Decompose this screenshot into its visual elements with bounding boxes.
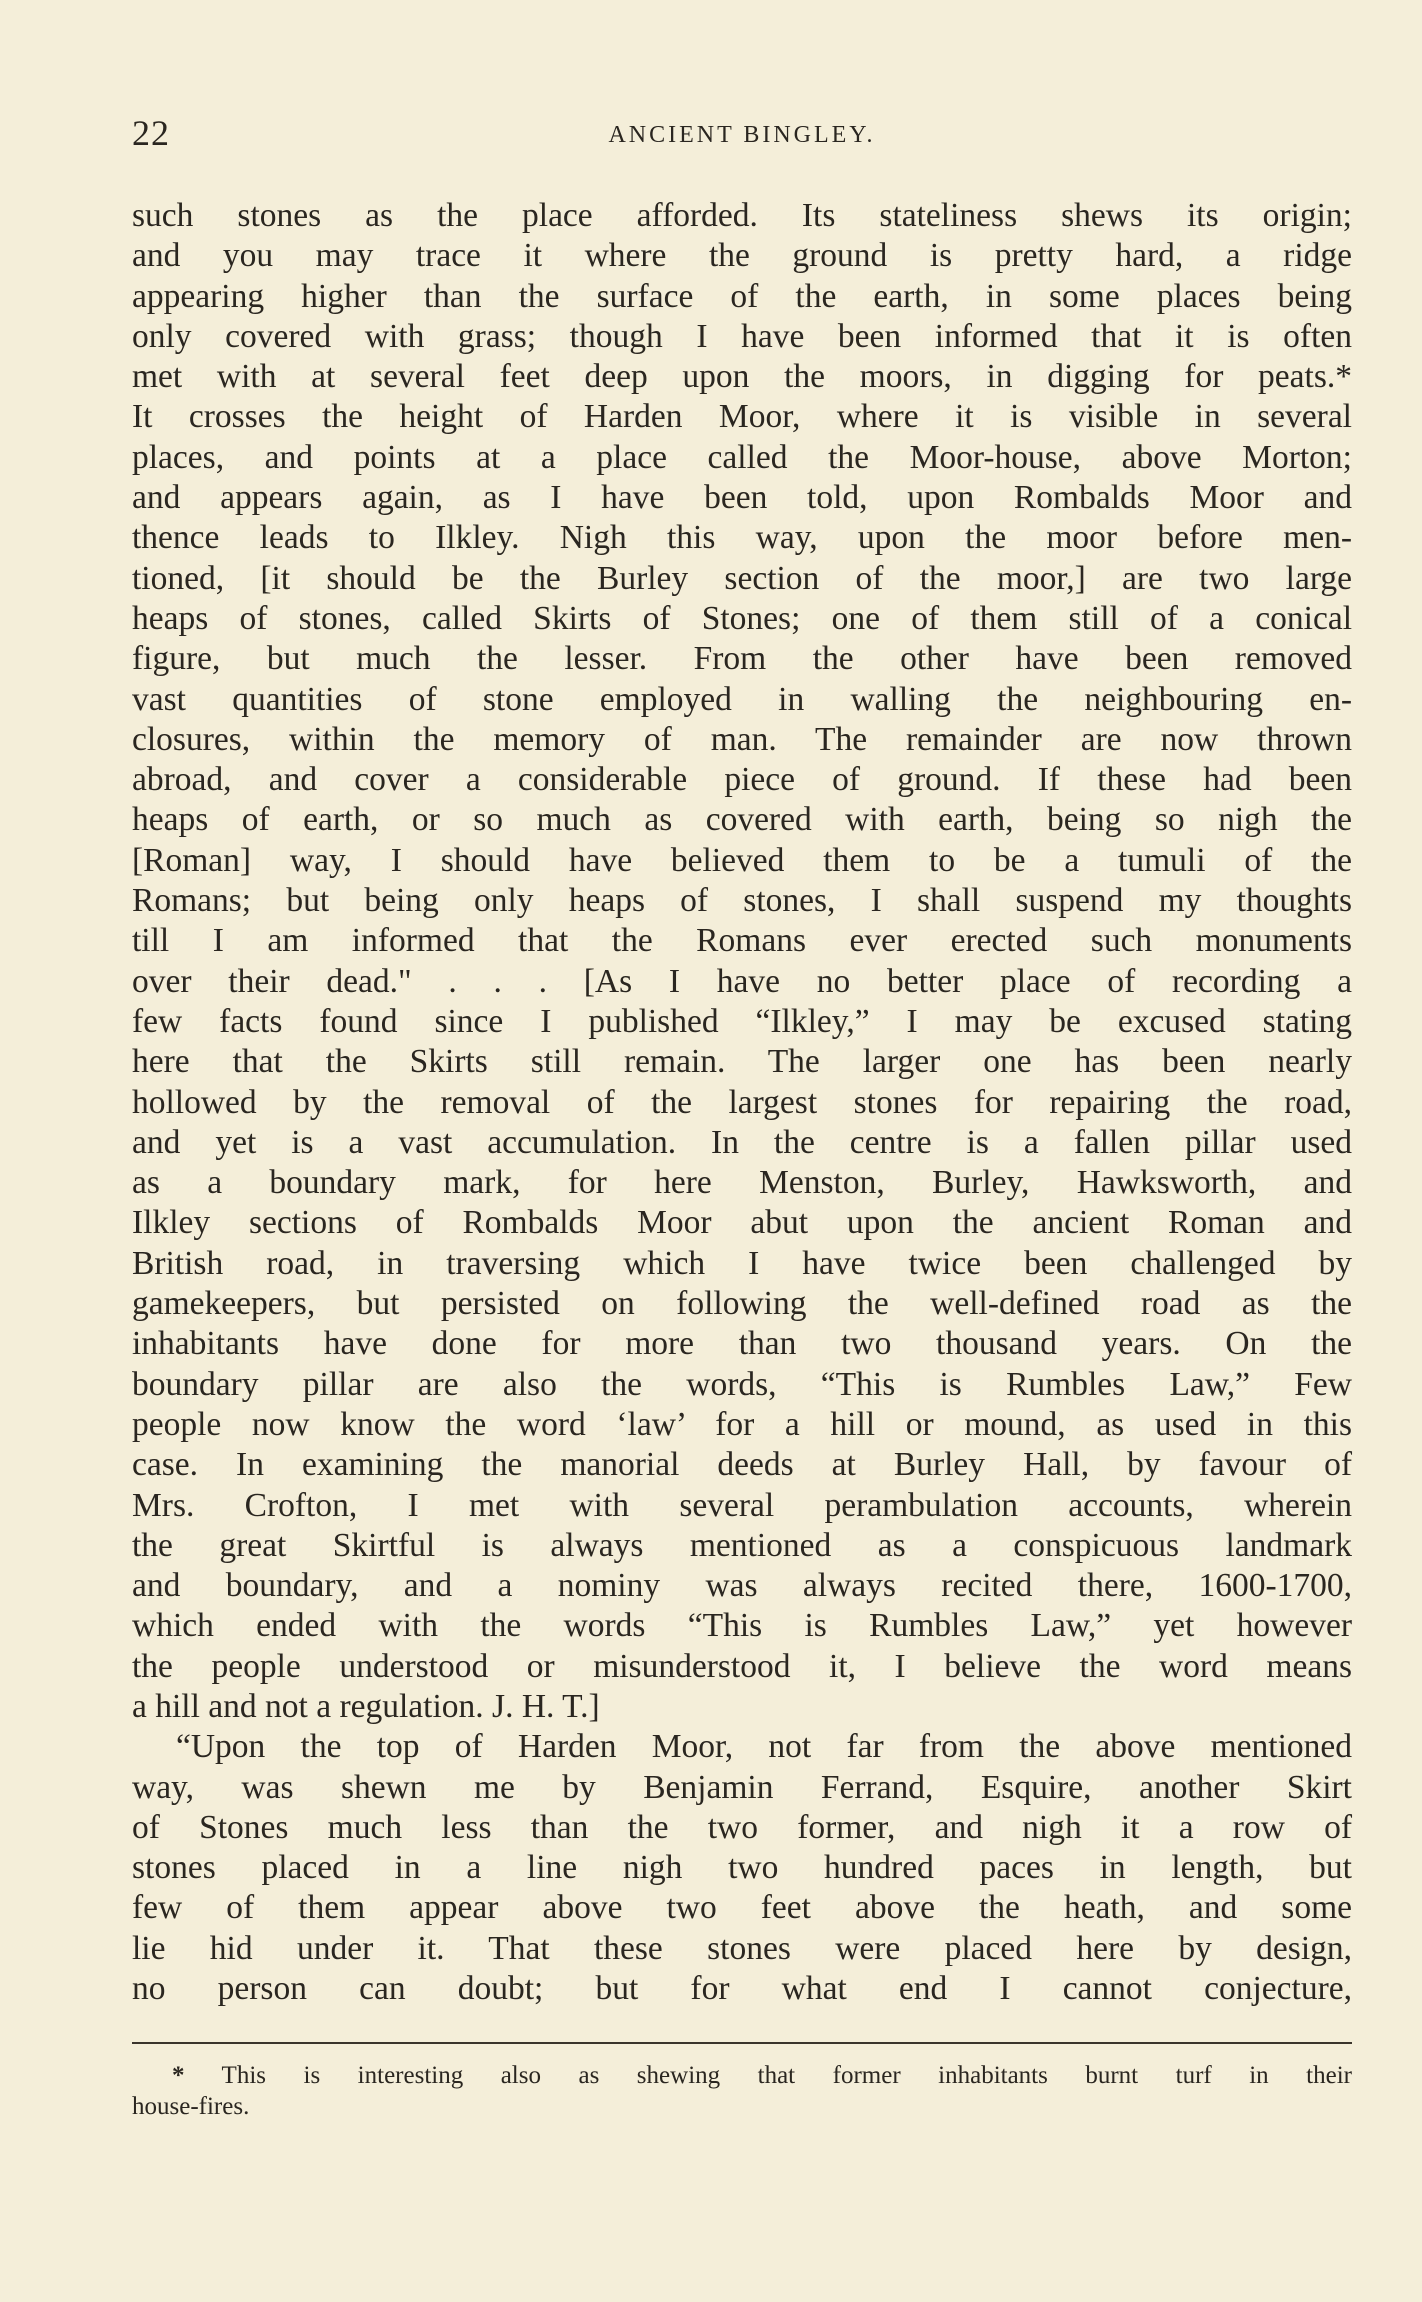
footnote-mark: * [172, 2062, 185, 2089]
text-line: met with at several feet deep upon the moors, in digging for peats.* [132, 358, 1352, 396]
body-text [132, 196, 1352, 2009]
text-line: few of them appear above two feet above the heath, and some [132, 1889, 1352, 1927]
running-head: ANCIENT BINGLEY. [608, 122, 876, 148]
footnote [132, 2060, 1352, 2122]
text-line: Romans; but being only heaps of stones, I shall suspend my thoughts [132, 882, 1352, 920]
text-line: tioned, [it should be the Burley section of the moor,] are two large [132, 559, 1352, 597]
text-line: vast quantities of stone employed in walling the neighbouring en- [132, 680, 1352, 718]
text-line: heaps of earth, or so much as covered with earth, being so nigh the [132, 801, 1352, 839]
text-line: and you may trace it where the ground is pretty hard, a ridge [132, 237, 1352, 275]
page-number: 22 [132, 113, 170, 153]
text-line: British road, in traversing which I have twice been challenged by [132, 1244, 1352, 1282]
text-line: “Upon the top of Harden Moor, not far from the above mentioned [176, 1728, 1352, 1766]
text-line: and boundary, and a nominy was always recited there, 1600-1700, [132, 1567, 1352, 1605]
text-line: heaps of stones, called Skirts of Stones; one of them still of a conical [132, 599, 1352, 637]
text-line: appearing higher than the surface of the earth, in some places being [132, 277, 1352, 315]
footnote-divider [132, 2042, 1352, 2044]
text-line: over their dead." . . . [As I have no better place of recording a [132, 962, 1352, 1000]
text-line: case. In examining the manorial deeds at Burley Hall, by favour of [132, 1446, 1352, 1484]
text-line: such stones as the place afforded. Its stateliness shews its origin; [132, 197, 1352, 234]
text-line: boundary pillar are also the words, “This is Rumbles Law,” Few [132, 1365, 1352, 1403]
text-line: which ended with the words “This is Rumbles Law,” yet however [132, 1607, 1352, 1645]
text-line: hollowed by the removal of the largest stones for repairing the road, [132, 1083, 1352, 1121]
text-line: It crosses the height of Harden Moor, where it is visible in several [132, 398, 1352, 436]
page-header [132, 112, 1352, 162]
text-line: places, and points at a place called the Moor-house, above Morton; [132, 438, 1352, 476]
text-line: a hill and not a regulation. J. H. T.] [132, 1687, 600, 1725]
text-line: gamekeepers, but persisted on following the well-defined road as the [132, 1285, 1352, 1323]
text-line: inhabitants have done for more than two thousand years. On the [132, 1325, 1352, 1363]
text-line: Ilkley sections of Rombalds Moor abut upon the ancient Roman and [132, 1204, 1352, 1242]
text-line: Mrs. Crofton, I met with several perambulation accounts, wherein [132, 1486, 1352, 1524]
text-line: figure, but much the lesser. From the other have been removed [132, 640, 1352, 678]
text-line: no person can doubt; but for what end I cannot conjecture, [132, 1970, 1352, 2008]
text-line: here that the Skirts still remain. The larger one has been nearly [132, 1043, 1352, 1081]
text-line: only covered with grass; though I have been informed that it is often [132, 317, 1352, 355]
footnote-line: house-fires. [132, 2093, 250, 2120]
text-line: thence leads to Ilkley. Nigh this way, upon the moor before men- [132, 519, 1352, 557]
text-line: [Roman] way, I should have believed them to be a tumuli of the [132, 841, 1352, 879]
text-line: as a boundary mark, for here Menston, Burley, Hawksworth, and [132, 1164, 1352, 1202]
text-line: and yet is a vast accumulation. In the centre is a fallen pillar used [132, 1123, 1352, 1161]
text-line: lie hid under it. That these stones were placed here by design, [132, 1929, 1352, 1967]
footnote-text: This is interesting also as shewing that former inhabitants burnt turf in their [184, 2062, 1352, 2089]
text-line: of Stones much less than the two former, and nigh it a row of [132, 1808, 1352, 1846]
text-line: few facts found since I published “Ilkley,” I may be excused stating [132, 1002, 1352, 1040]
text-line: the great Skirtful is always mentioned as a conspicuous landmark [132, 1526, 1352, 1564]
text-line: the people understood or misunderstood it, I believe the word means [132, 1647, 1352, 1685]
text-line: people now know the word ‘law’ for a hill or mound, as used in this [132, 1405, 1352, 1443]
text-line: way, was shewn me by Benjamin Ferrand, Esquire, another Skirt [132, 1768, 1352, 1806]
text-line: abroad, and cover a considerable piece of ground. If these had been [132, 761, 1352, 799]
footnote-line [132, 2060, 1352, 2091]
text-line: closures, within the memory of man. The remainder are now thrown [132, 720, 1352, 758]
text-line: stones placed in a line nigh two hundred paces in length, but [132, 1849, 1352, 1887]
text-line: and appears again, as I have been told, upon Rombalds Moor and [132, 479, 1352, 517]
text-line: till I am informed that the Romans ever erected such monuments [132, 922, 1352, 960]
